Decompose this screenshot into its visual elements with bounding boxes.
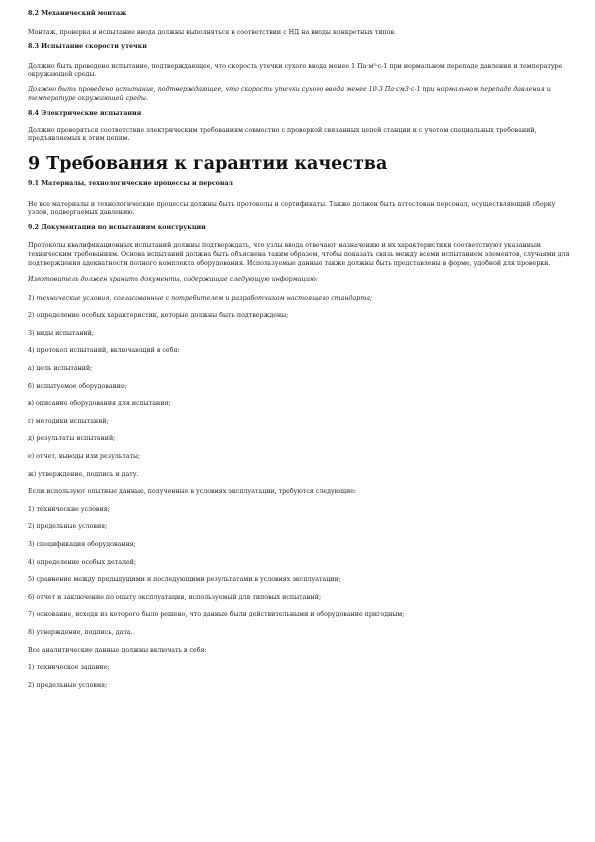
section-heading-8-3: 8.3 Испытание скорости утечки [28, 43, 147, 51]
list-item: ж) утверждение, подпись и дату. [28, 470, 139, 478]
paragraph: Монтаж, проверка и испытание ввода должны выполняться в соответствии с НД на вводы конкретных типов. [28, 28, 397, 36]
paragraph: Должно быть проведено испытание, подтверждающее, что скорость утечки сухого ввода менее 1 Па·м³·с-1 при нормальном перепаде давления и температуре окружающей среды. [28, 62, 563, 79]
section-heading-8-2: 8.2 Механический монтаж [28, 10, 127, 17]
paragraph: Протоколы квалификационных испытаний должны подтверждать, что узлы ввода отвечают назначению и их характеристики соответствуют указанным техническим требованиям. Основа испытаний должна быть объяснена таким образом, чтобы показать связь между всеми испытанием элементов, случаями для подтверждения адекватности полного комплекта оборудования. Используемые данные также должны быть представлены в форме, удобной для проверки. [28, 242, 570, 267]
list-item: 7) основание, исходя из которого было решено, что данные были действительными и оборудование пригодным; [28, 611, 405, 619]
list-item: а) цель испытаний; [28, 365, 93, 373]
list-item: 2) предельные условия; [28, 681, 108, 689]
chapter-heading-9: 9 Требования к гарантии качества [28, 153, 388, 174]
paragraph-italic: Должно быть проведено испытание, подтверждающее, что скорость утечки сухого ввода менее 10-3 Па·см3·с-1 при нормальном перепаде давления и температуре окружающей среды. [28, 85, 551, 102]
list-item: 1) техническое задание; [28, 664, 110, 672]
list-item: 6) отчет и заключение по опыту эксплуатации, используемый для типовых испытаний; [28, 593, 322, 601]
list-item: б) испытуемое оборудование; [28, 382, 127, 390]
list-item: 2) определение особых характеристик, которые должны быть подтверждены; [28, 312, 289, 320]
list-item: 4) определение особых деталей; [28, 558, 137, 566]
list-item: 8) утверждение, подпись, дата. [28, 628, 133, 636]
list-item: 4) протокол испытаний, включающий в себя: [28, 347, 180, 355]
list-item-italic: 1) технические условия, согласованные с потребителем и разработчиком настоящего стандарта; [28, 294, 373, 302]
list-item: г) методики испытаний; [28, 417, 109, 425]
list-item: в) описание оборудования для испытания; [28, 400, 171, 408]
list-item: 3) виды испытаний; [28, 329, 94, 337]
list-item: д) результаты испытаний; [28, 435, 116, 443]
paragraph: Не все материалы и технологические процессы должны быть протоколы и сертификаты. Также должен быть аттестован персонал, осуществляющий сборку узлов, подвергаемых давлению. [28, 200, 556, 217]
paragraph-italic: Изготовитель должен хранить документы, содержащие следующую информацию: [28, 276, 318, 284]
list-item: 3) спецификация оборудования; [28, 541, 136, 548]
section-heading-9-1: 9.1 Материалы, технологические процессы и персонал [28, 179, 233, 187]
list-item: 1) технические условия; [28, 505, 110, 513]
paragraph: Если используют опытные данные, полученные в условиях эксплуатации, требуются следующие: [28, 488, 357, 496]
section-heading-9-2: 9.2 Документация по испытаниям конструкции [28, 223, 206, 231]
list-item: 2) предельные условия; [28, 523, 108, 531]
paragraph: Должно проверяться соответствие электрическим требованиям совместно с проверкой связанных цепей станции и с учетом специальных требований, предъявляемых к этим цепям. [28, 126, 537, 143]
list-item: е) отчет, выводы или результаты; [28, 453, 141, 461]
section-heading-8-4: 8.4 Электрические испытания [28, 110, 142, 118]
list-item: 5) сравнение между предыдущими и последующими результатами в условиях эксплуатации; [28, 576, 341, 584]
paragraph: Все аналитические данные должны включать в себя: [28, 646, 207, 654]
